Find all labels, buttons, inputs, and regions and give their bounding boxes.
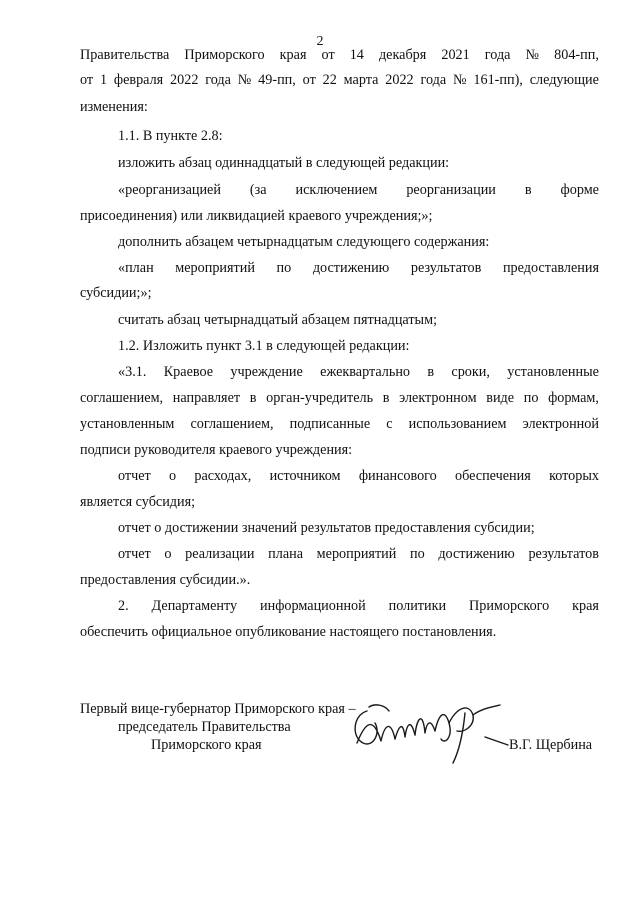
word: электронной — [522, 416, 599, 432]
word: февраля — [113, 72, 164, 88]
text-line — [118, 546, 599, 563]
word: мероприятий — [175, 260, 255, 276]
word: направляет — [172, 390, 241, 406]
text-line — [118, 364, 599, 381]
word: по — [409, 546, 425, 562]
text-line: является субсидия; — [80, 494, 196, 510]
text-line: считать абзац четырнадцатый абзацем пятнадцатым; — [118, 312, 438, 328]
word: отчет — [118, 546, 151, 562]
word: 804-пп, — [554, 47, 599, 63]
word: Правительства — [80, 47, 170, 63]
word: источником — [269, 468, 341, 484]
word: 22 — [322, 72, 337, 88]
word: достижению — [312, 260, 390, 276]
word: информационной — [260, 598, 366, 614]
text-line: изменения: — [80, 99, 148, 115]
word: по — [523, 390, 539, 406]
word: орган-учредитель — [266, 390, 374, 406]
word: «реорганизацией — [118, 182, 221, 198]
text-line — [118, 182, 599, 199]
word: 2021 — [441, 47, 470, 63]
text-line: субсидии;»; — [80, 285, 152, 301]
text-line — [80, 72, 599, 89]
word: достижению — [438, 546, 515, 562]
word: мероприятий — [316, 546, 397, 562]
word: 49-пп, — [258, 72, 296, 88]
word: с — [386, 416, 393, 432]
word: от — [302, 72, 316, 88]
word: плана — [268, 546, 304, 562]
word: декабря — [378, 47, 427, 63]
word: № — [453, 72, 467, 88]
text-line: 1.1. В пункте 2.8: — [118, 128, 223, 144]
word: результатов — [410, 260, 482, 276]
word: соглашением, — [80, 390, 164, 406]
word: установленные — [507, 364, 599, 380]
text-line: изложить абзац одиннадцатый в следующей редакции: — [118, 155, 450, 171]
word: которых — [549, 468, 599, 484]
word: от — [321, 47, 335, 63]
text-line: обеспечить официальное опубликование настоящего постановления. — [80, 624, 497, 640]
word: использованием — [408, 416, 507, 432]
word: края — [279, 47, 307, 63]
word: в — [427, 364, 435, 380]
word: соглашением, — [190, 416, 274, 432]
text-line — [80, 47, 599, 64]
text-line — [118, 468, 599, 485]
text-line: предоставления субсидии.». — [80, 572, 251, 588]
word: Приморского — [184, 47, 265, 63]
text-line — [118, 260, 599, 277]
word: года — [205, 72, 231, 88]
signatory-position-2: председатель Правительства — [118, 719, 291, 735]
word: края — [572, 598, 599, 614]
word: исключением — [295, 182, 378, 198]
word: подписанные — [289, 416, 371, 432]
word: сроки, — [451, 364, 490, 380]
word: 1 — [99, 72, 108, 88]
word: виде — [486, 390, 515, 406]
text-line — [80, 416, 599, 433]
signatory-position-1: Первый вице-губернатор Приморского края – — [80, 701, 356, 717]
word: расходах, — [194, 468, 252, 484]
word: 161-пп), — [473, 72, 523, 88]
word: № — [237, 72, 252, 88]
text-line — [80, 390, 599, 407]
text-line: 1.2. Изложить пункт 3.1 в следующей редакции: — [118, 338, 410, 354]
word: в — [524, 182, 532, 198]
word: политики — [388, 598, 447, 614]
word: 14 — [349, 47, 364, 63]
word: о — [169, 468, 177, 484]
signatory-name: В.Г. Щербина — [509, 737, 593, 753]
word: (за — [249, 182, 267, 198]
word: Краевое — [163, 364, 214, 380]
word: от — [80, 72, 94, 88]
word: финансового — [358, 468, 437, 484]
text-line — [118, 598, 599, 615]
text-line: дополнить абзацем четырнадцатым следующего содержания: — [118, 234, 490, 250]
word: отчет — [118, 468, 151, 484]
word: предоставления — [502, 260, 599, 276]
text-line: подписи руководителя краевого учреждения: — [80, 442, 353, 458]
word: 2022 — [385, 72, 414, 88]
word: реализации — [185, 546, 255, 562]
word: установленным — [80, 416, 175, 432]
word: Приморского — [469, 598, 550, 614]
word: «план — [118, 260, 154, 276]
word: по — [276, 260, 292, 276]
word: форме — [560, 182, 599, 198]
word: 2022 — [170, 72, 199, 88]
word: о — [164, 546, 172, 562]
text-line: присоединения) или ликвидацией краевого учреждения;»; — [80, 208, 433, 224]
signatory-position-3: Приморского края — [151, 737, 262, 753]
word: 2. — [118, 598, 129, 614]
text-line: отчет о достижении значений результатов предоставления субсидии; — [118, 520, 535, 536]
word: реорганизации — [406, 182, 496, 198]
word: «3.1. — [118, 364, 147, 380]
page-number: 2 — [316, 34, 324, 49]
word: в — [382, 390, 390, 406]
word: ежеквартально — [320, 364, 411, 380]
word: года — [484, 47, 511, 63]
word: результатов — [528, 546, 599, 562]
word: марта — [343, 72, 379, 88]
word: № — [525, 47, 540, 63]
handwritten-signature — [345, 693, 510, 768]
word: обеспечения — [455, 468, 531, 484]
word: учреждение — [230, 364, 303, 380]
word: электронном — [399, 390, 477, 406]
word: года — [420, 72, 447, 88]
word: в — [249, 390, 257, 406]
word: Департаменту — [151, 598, 238, 614]
word: следующие — [529, 72, 599, 88]
word: формам, — [548, 390, 599, 406]
